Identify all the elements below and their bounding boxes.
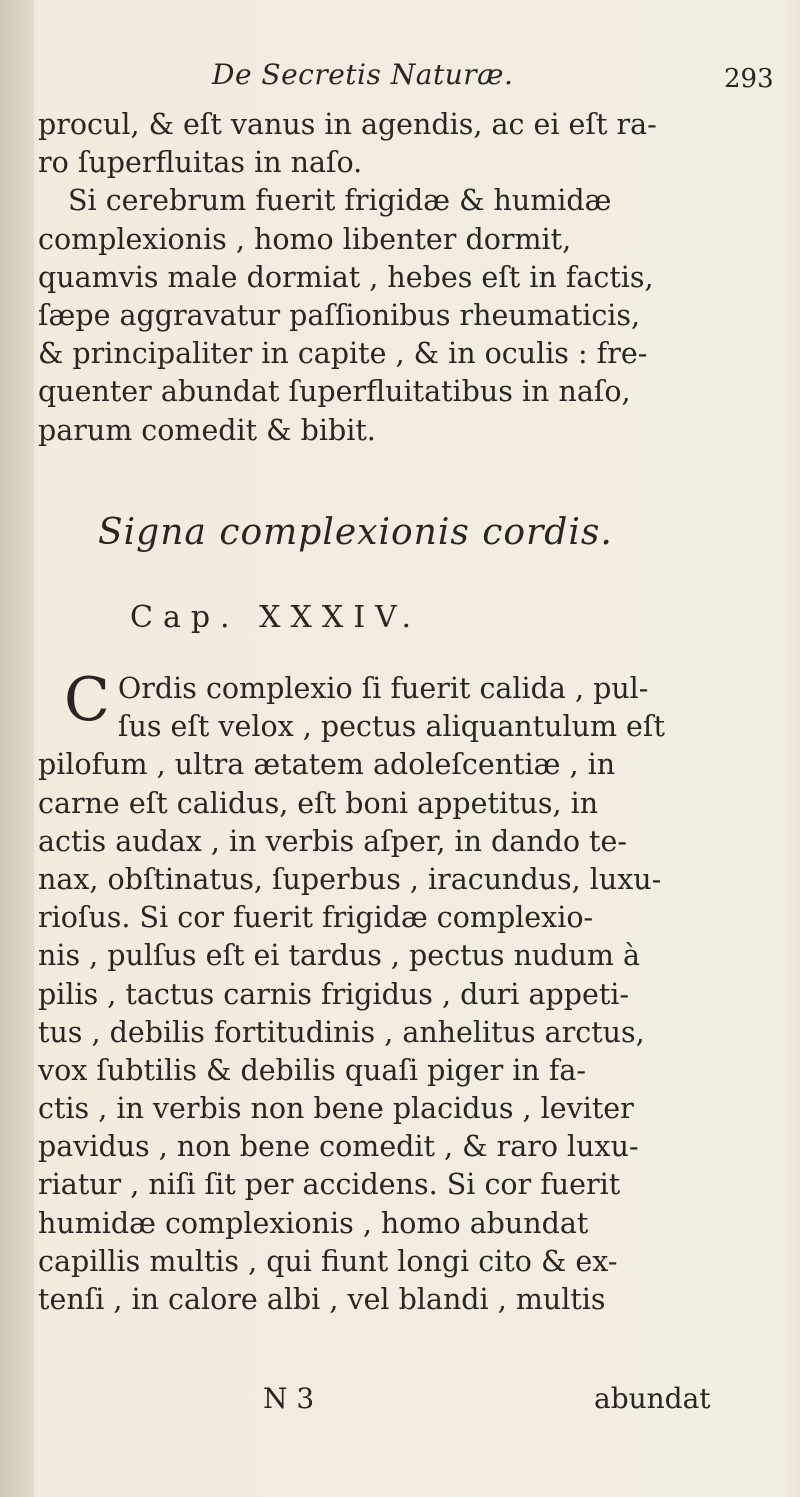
text-line: ro ſuperfluitas in naſo. <box>38 146 363 180</box>
chapter-label: Cap. XXXIV. <box>130 600 421 635</box>
text-line: parum comedit & bibit. <box>38 413 376 447</box>
page-gutter <box>0 0 34 1497</box>
text-line: pavidus , non bene comedit , & raro luxu- <box>38 1130 639 1164</box>
text-line: ſus eſt velox , pectus aliquantulum eſt <box>117 710 665 744</box>
text-line: ſæpe aggravatur paſſionibus rheumaticis, <box>38 298 641 332</box>
text-line: riatur , niſi ſit per accidens. Si cor fuerit <box>38 1168 621 1202</box>
text-line: complexionis , homo libenter dormit, <box>38 222 572 256</box>
text-block-main <box>38 665 788 1319</box>
text-line: & principaliter in capite , & in oculis : fre- <box>38 337 648 371</box>
drop-cap: C <box>64 665 110 735</box>
page-header <box>0 58 800 98</box>
catchword: abundat <box>594 1382 711 1415</box>
page-footer <box>0 1382 800 1422</box>
text-line: Ordis complexio ſi fuerit calida , pul- <box>117 672 649 705</box>
text-line: nis , pulſus eſt ei tardus , pectus nudum à <box>38 939 640 973</box>
text-line: tus , debilis fortitudinis , anhelitus arctus, <box>38 1015 645 1049</box>
running-title: De Secretis Naturæ. <box>212 58 514 91</box>
text-line: procul, & eſt vanus in agendis, ac ei eſt ra- <box>38 108 657 141</box>
text-line: pilofum , ultra ætatem adoleſcentiæ , in <box>38 748 616 782</box>
text-line: quamvis male dormiat , hebes eſt in factis, <box>38 260 654 294</box>
text-line: capillis multis , qui fiunt longi cito & ex- <box>38 1244 618 1278</box>
text-line: rioſus. Si cor fuerit frigidæ complexio- <box>38 901 594 935</box>
text-line: Si cerebrum fuerit frigidæ & humidæ <box>68 184 612 218</box>
section-heading: Signa complexionis cordis. <box>98 512 613 553</box>
signature-mark: N 3 <box>263 1382 315 1415</box>
text-line: tenſi , in calore albi , vel blandi , multis <box>38 1283 606 1316</box>
text-line: actis audax , in verbis aſper, in dando te- <box>38 824 627 858</box>
text-line: humidæ complexionis , homo abundat <box>38 1206 589 1240</box>
text-line: nax, obſtinatus, ſuperbus , iracundus, luxu- <box>38 862 662 896</box>
text-line: pilis , tactus carnis frigidus , duri appeti- <box>38 977 630 1011</box>
text-line: vox ſubtilis & debilis quaſi piger in fa- <box>38 1053 586 1087</box>
text-line: quenter abundat ſuperfluitatibus in naſo, <box>38 375 631 409</box>
text-line: ctis , in verbis non bene placidus , leviter <box>38 1092 634 1126</box>
text-block-top <box>38 106 778 450</box>
page-number: 293 <box>724 64 774 94</box>
text-line: carne eſt calidus, eſt boni appetitus, in <box>38 786 599 820</box>
